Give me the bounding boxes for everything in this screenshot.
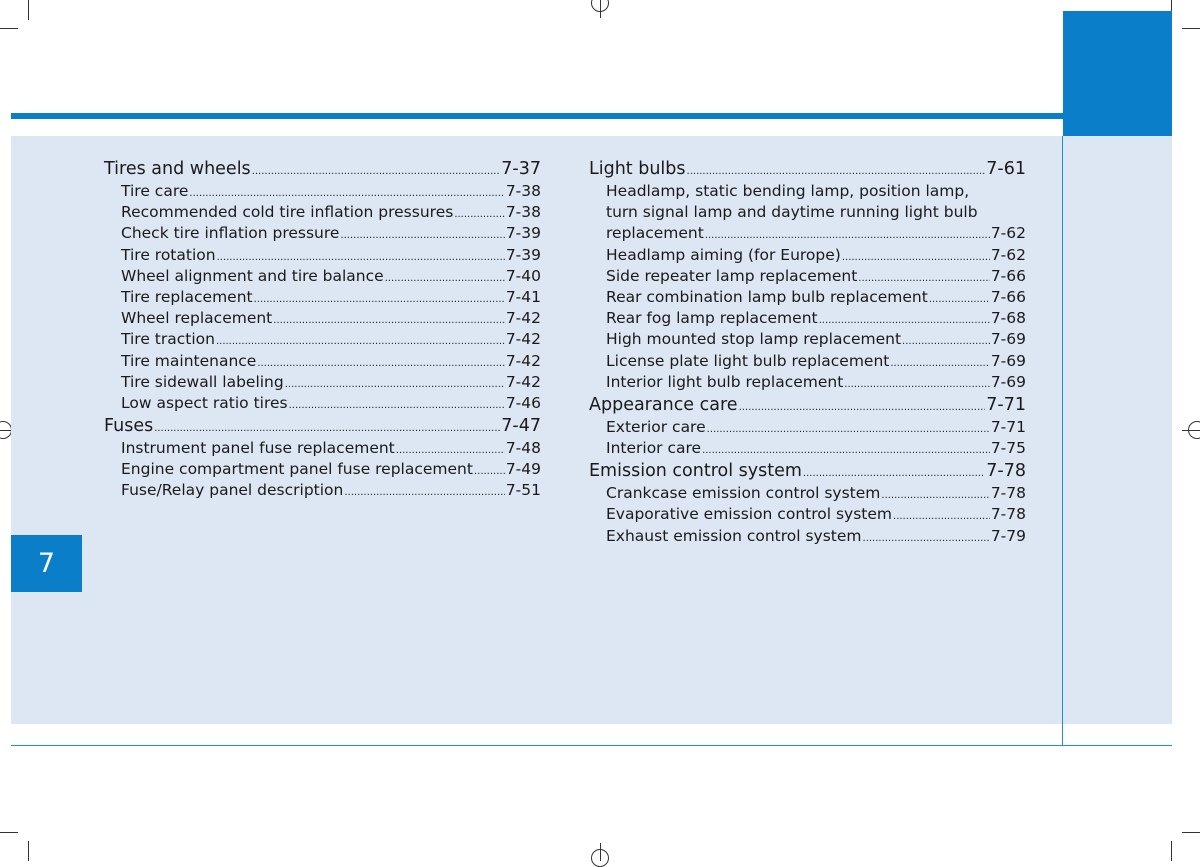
toc-entry-label: Exhaust emission control system <box>606 526 862 545</box>
toc-entry-tire-replacement[interactable] <box>104 287 541 308</box>
toc-entry-label: Instrument panel fuse replacement <box>121 439 395 458</box>
toc-entry-label: Fuses <box>104 416 154 437</box>
toc-entry-page: 7-66 <box>990 266 1026 285</box>
leader-dots <box>902 331 990 352</box>
toc-entry-page: 7-42 <box>505 351 541 370</box>
toc-entry-label: Tire traction <box>121 330 215 349</box>
leader-dots <box>216 331 505 352</box>
chapter-tab <box>11 535 82 592</box>
toc-entry-tire-maintenance[interactable] <box>104 351 541 372</box>
toc-entry-wheel-replacement[interactable] <box>104 308 541 329</box>
toc-entry-check-tire-inflation-pressure[interactable] <box>104 223 541 244</box>
toc-entry-tire-traction[interactable] <box>104 329 541 350</box>
toc-entry-label: Tires and wheels <box>104 159 251 179</box>
toc-entry-side-repeater-lamp-replacement[interactable] <box>589 266 1026 287</box>
toc-entry-label: Crankcase emission control system <box>606 484 881 503</box>
toc-entry-page: 7-42 <box>505 309 541 328</box>
crop-mark-bottom-left-h <box>0 832 18 833</box>
toc-entry-evaporative-emission-control-system[interactable] <box>589 504 1026 525</box>
toc-entry-label: High mounted stop lamp replacement <box>606 330 902 349</box>
chapter-number: 7 <box>37 548 56 579</box>
toc-entry-label: replacement <box>606 224 704 243</box>
crop-mark-bottom-right-h <box>1182 832 1200 833</box>
toc-entry-rear-fog-lamp-replacement[interactable] <box>589 308 1026 329</box>
leader-dots <box>929 289 990 310</box>
toc-entry-page: 7-39 <box>505 224 541 243</box>
toc-entry-label: Tire replacement <box>121 287 253 306</box>
toc-entry-instrument-panel-fuse-replacement[interactable] <box>104 438 541 459</box>
crop-mark-bottom-left-v <box>28 841 29 861</box>
toc-entry-exhaust-emission-control-system[interactable] <box>589 526 1026 547</box>
toc-entry-interior-care[interactable] <box>589 438 1026 459</box>
toc-entry-fuse-relay-panel-description[interactable] <box>104 480 541 501</box>
toc-entry-headlamp-aiming-for-europe[interactable] <box>589 245 1026 266</box>
toc-entry-interior-light-bulb-replacement[interactable] <box>589 372 1026 393</box>
toc-entry-license-plate-light-bulb-replacement[interactable] <box>589 351 1026 372</box>
crop-mark-top-right-h <box>1182 28 1200 29</box>
toc-entry-page: 7-48 <box>505 439 541 458</box>
toc-entry-high-mounted-stop-lamp-replacement[interactable] <box>589 329 1026 350</box>
leader-dots <box>739 396 986 420</box>
toc-entry-tires-and-wheels[interactable] <box>104 157 541 181</box>
toc-entry-label: Recommended cold tire inflation pressures <box>121 203 454 222</box>
registration-line-right-h <box>1182 430 1200 431</box>
toc-entry-label: Exterior care <box>606 417 706 436</box>
toc-entry-page: 7-40 <box>505 266 541 285</box>
toc-entry-label: Side repeater lamp replacement <box>606 266 858 285</box>
toc-entry-page: 7-38 <box>505 182 541 200</box>
crop-mark-bottom-right-v <box>1171 841 1172 861</box>
toc-entry-page: 7-69 <box>990 330 1026 349</box>
toc-entry-page: 7-66 <box>990 287 1026 306</box>
leader-dots <box>702 440 990 461</box>
leader-dots <box>881 485 989 506</box>
leader-dots <box>890 353 989 374</box>
toc-entry-page: 7-38 <box>505 203 541 222</box>
toc-entry-page: 7-62 <box>990 224 1026 243</box>
toc-entry-page: 7-78 <box>986 461 1026 482</box>
toc-entry-page: 7-37 <box>501 159 541 179</box>
toc-entry-headlamp-line-3[interactable] <box>589 223 1026 244</box>
toc-entry-page: 7-78 <box>990 505 1026 524</box>
toc-entry-page: 7-78 <box>990 484 1026 503</box>
toc-entry-label: Emission control system <box>589 461 802 482</box>
toc-entry-page: 7-42 <box>505 372 541 391</box>
toc-entry-label: Headlamp aiming (for Europe) <box>606 245 841 264</box>
toc-entry-label: turn signal lamp and daytime running light bulb <box>606 203 978 222</box>
toc-entry-label: Wheel alignment and tire balance <box>121 266 384 285</box>
leader-dots <box>893 506 990 527</box>
toc-entry-rear-combination-lamp-bulb-replacement[interactable] <box>589 287 1026 308</box>
header-color-block <box>1063 11 1172 136</box>
registration-line-bottom-v <box>600 843 601 861</box>
leader-dots <box>842 247 990 268</box>
toc-entry-emission-control-system[interactable] <box>589 459 1026 483</box>
toc-entry-label: Check tire inflation pressure <box>121 224 340 243</box>
leader-dots <box>385 268 505 289</box>
leader-dots <box>454 204 505 225</box>
leader-dots <box>252 160 501 184</box>
leader-dots <box>344 482 504 503</box>
leader-dots <box>217 247 505 268</box>
toc-entry-page: 7-42 <box>505 330 541 349</box>
toc-entry-wheel-alignment-and-tire-balance[interactable] <box>104 266 541 287</box>
toc-entry-page: 7-69 <box>990 372 1026 391</box>
toc-entry-label: Tire sidewall labeling <box>121 372 284 391</box>
crop-mark-top-left-v <box>28 0 29 20</box>
toc-entry-page: 7-75 <box>990 439 1026 458</box>
toc-entry-label: Interior care <box>606 439 702 458</box>
toc-entry-label: Low aspect ratio tires <box>121 393 288 412</box>
toc-entry-label: Evaporative emission control system <box>606 505 893 524</box>
toc-entry-recommended-cold-tire-inflation-pressures[interactable] <box>104 202 541 223</box>
toc-entry-label: Tire rotation <box>121 245 216 264</box>
toc-entry-label: Appearance care <box>589 394 738 415</box>
toc-entry-page: 7-62 <box>990 245 1026 264</box>
toc-entry-page: 7-51 <box>505 481 541 500</box>
toc-entry-page: 7-41 <box>505 287 541 306</box>
toc-entry-page: 7-71 <box>990 417 1026 436</box>
toc-entry-label: Tire care <box>121 182 189 200</box>
panel-divider <box>1062 136 1063 746</box>
toc-left-column <box>104 157 541 502</box>
toc-entry-page: 7-46 <box>505 393 541 412</box>
toc-entry-page: 7-47 <box>501 416 541 437</box>
toc-entry-low-aspect-ratio-tires[interactable] <box>104 393 541 414</box>
leader-dots <box>858 268 990 289</box>
leader-dots <box>289 395 505 416</box>
crop-mark-top-left-h <box>0 28 18 29</box>
toc-entry-label: Headlamp, static bending lamp, position lamp, <box>606 182 970 200</box>
leader-dots <box>257 353 504 374</box>
toc-entry-label: Rear fog lamp replacement <box>606 309 818 328</box>
footer-rule <box>11 745 1172 746</box>
toc-entry-page: 7-68 <box>990 309 1026 328</box>
toc-entry-label: Wheel replacement <box>121 309 273 328</box>
toc-entry-label: Rear combination lamp bulb replacement <box>606 287 928 306</box>
toc-entry-page: 7-71 <box>986 394 1026 415</box>
toc-entry-crankcase-emission-control-system[interactable] <box>589 483 1026 504</box>
leader-dots <box>863 528 990 549</box>
toc-entry-headlamp-line-2[interactable] <box>589 202 1026 223</box>
leader-dots <box>819 310 990 331</box>
toc-entry-light-bulbs[interactable] <box>589 157 1026 181</box>
toc-entry-tire-rotation[interactable] <box>104 245 541 266</box>
toc-entry-label: Tire maintenance <box>121 351 257 370</box>
toc-entry-appearance-care[interactable] <box>589 393 1026 417</box>
toc-entry-page: 7-39 <box>505 245 541 264</box>
toc-entry-label: License plate light bulb replacement <box>606 351 890 370</box>
leader-dots <box>254 289 505 310</box>
leader-dots <box>844 374 990 395</box>
toc-entry-fuses[interactable] <box>104 414 541 438</box>
leader-dots <box>285 374 505 395</box>
toc-entry-label: Interior light bulb replacement <box>606 372 844 391</box>
toc-entry-label: Engine compartment panel fuse replacement <box>121 460 473 479</box>
toc-entry-page: 7-61 <box>986 159 1026 179</box>
toc-entry-tire-care[interactable] <box>104 181 541 202</box>
leader-dots <box>189 183 504 204</box>
leader-dots <box>474 461 505 482</box>
toc-right-column <box>589 157 1026 547</box>
registration-line-top-v <box>600 0 601 18</box>
leader-dots <box>396 440 505 461</box>
toc-entry-exterior-care[interactable] <box>589 417 1026 438</box>
toc-entry-page: 7-69 <box>990 351 1026 370</box>
toc-entry-page: 7-79 <box>990 526 1026 545</box>
leader-dots <box>340 225 504 246</box>
header-rule <box>11 113 1063 119</box>
leader-dots <box>705 225 990 246</box>
toc-entry-label: Light bulbs <box>589 159 686 179</box>
leader-dots <box>273 310 505 331</box>
toc-entry-label: Fuse/Relay panel description <box>121 481 344 500</box>
toc-right-column-entries <box>589 245 1026 547</box>
toc-entry-engine-compartment-panel-fuse-replacement[interactable] <box>104 459 541 480</box>
toc-entry-page: 7-49 <box>505 460 541 479</box>
toc-entry-tire-sidewall-labeling[interactable] <box>104 372 541 393</box>
leader-dots <box>707 419 990 440</box>
toc-entry-headlamp-line-1[interactable] <box>589 181 1026 202</box>
